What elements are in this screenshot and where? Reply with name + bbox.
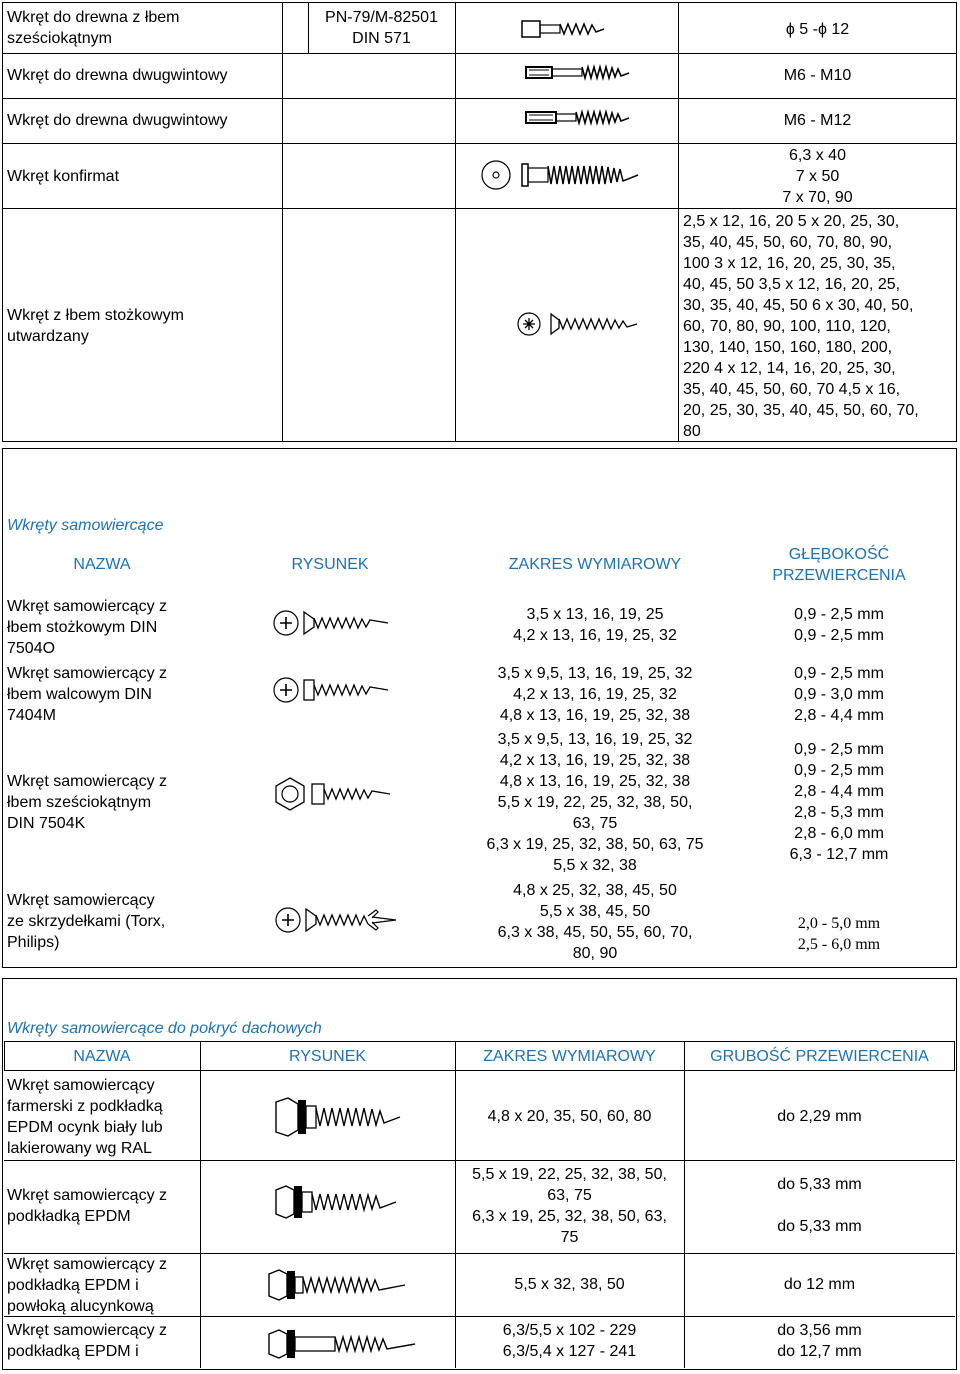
top-row-2-size: M6 - M10 xyxy=(783,67,852,84)
header-rysunek: RYSUNEK xyxy=(291,556,369,573)
roof-row-2-name: Wkręt samowiercący z podkładką EPDM xyxy=(7,1187,168,1225)
roof-row-1-thickness: do 2,29 mm xyxy=(777,1108,862,1125)
sd-row-1-depth: 0,9 - 2,5 mm 0,9 - 2,5 mm xyxy=(794,606,884,644)
sd-row-4-name: Wkręt samowiercący ze skrzydełkami (Torx, Philips) xyxy=(7,892,166,951)
self-drilling-wing-screw-icon xyxy=(272,903,412,937)
sd-row-3-depth: 0,9 - 2,5 mm 0,9 - 2,5 mm 2,8 - 4,4 mm 2,8 - 5,3 mm 2,8 - 6,0 mm 6,3 - 12,7 mm xyxy=(789,741,889,863)
alu-zinc-screw-icon xyxy=(265,1268,425,1302)
self-drilling-countersunk-icon xyxy=(270,608,400,638)
roof-row-3-thickness: do 12 mm xyxy=(783,1276,856,1293)
header-nazwa: NAZWA xyxy=(73,556,131,573)
sd-row-2-name: Wkręt samowiercący z łbem walcowym DIN 7404M xyxy=(7,665,168,724)
sd-row-4-depth: 2,0 - 5,0 mm 2,5 - 6,0 mm xyxy=(797,915,881,953)
sd-row-2-depth: 0,9 - 2,5 mm 0,9 - 3,0 mm 2,8 - 4,4 mm xyxy=(794,665,884,724)
top-row-2-name: Wkręt do drewna dwugwintowy xyxy=(7,67,228,84)
hex-head-wood-screw-icon xyxy=(520,18,610,40)
confirmat-screw-icon xyxy=(480,158,670,192)
top-row-1-name: Wkręt do drewna z łbem sześciokątnym xyxy=(7,9,180,47)
roof-row-1-name: Wkręt samowiercący farmerski z podkładką EPDM ocynk biały lub lakierowany wg RAL xyxy=(7,1077,163,1157)
top-row-5-name: Wkręt z łbem stożkowym utwardzany xyxy=(7,307,184,345)
roof-header-nazwa: NAZWA xyxy=(73,1048,131,1065)
roof-row-3-range: 5,5 x 32, 38, 50 xyxy=(514,1276,625,1293)
top-row-1-size: ϕ 5 -ϕ 12 xyxy=(785,21,850,38)
roof-row-2-range: 5,5 x 19, 22, 25, 32, 38, 50, 63, 75 6,3 x 19, 25, 32, 38, 50, 63, 75 xyxy=(472,1166,667,1246)
top-row-4-name: Wkręt konfirmat xyxy=(7,168,120,185)
countersunk-screw-icon xyxy=(515,310,650,338)
roofing-title: Wkręty samowiercące do pokryć dachowych xyxy=(7,1020,322,1037)
sd-row-1-range: 3,5 x 13, 16, 19, 25 4,2 x 13, 16, 19, 25, 32 xyxy=(513,606,677,644)
header-zakres: ZAKRES WYMIAROWY xyxy=(508,556,682,573)
sd-row-2-range: 3,5 x 9,5, 13, 16, 19, 25, 32 4,2 x 13, 16, 19, 25, 32 4,8 x 13, 16, 19, 25, 32, 38 xyxy=(497,665,693,724)
epdm-washer-screw-icon xyxy=(270,1182,420,1222)
roof-row-4-range: 6,3/5,5 x 102 - 229 6,3/5,4 x 127 - 241 xyxy=(502,1322,637,1360)
top-row-1-norm: PN-79/M-82501 DIN 571 xyxy=(325,9,438,47)
roof-header-grubosc: GRUBOŚĆ PRZEWIERCENIA xyxy=(710,1048,929,1065)
double-thread-screw-icon xyxy=(525,109,635,127)
roof-header-rysunek: RYSUNEK xyxy=(288,1048,367,1065)
top-row-5-size: 2,5 x 12, 16, 20 5 x 20, 25, 30, 35, 40, 45, 50, 60, 70, 80, 90, 100 3 x 12, 16, 20, 25, 30, 35, 40, 45, 50 3,5 x 12, 16, 20, 25, 30, 35, 40, 45, 50 6 x 30, 40, 50, 60, 70, 80, 90, 100, 110, 120, 130, 140, 150, 160, 180, 200, 220 4 x 12, 14, 16, 20, 25, 30, 35, 40, 45, 50, 60, 70 4,5 x 16, 20, 25, 30, 35, 40, 45, 50, 60, 70, 80 xyxy=(683,213,919,440)
roof-row-4-name: Wkręt samowiercący z podkładką EPDM i xyxy=(7,1322,168,1360)
self-drilling-pan-head-icon xyxy=(270,675,400,705)
sd-row-1-name: Wkręt samowiercący z łbem stożkowym DIN 7504O xyxy=(7,598,168,657)
top-row-3-size: M6 - M12 xyxy=(783,112,852,129)
sd-row-4-range: 4,8 x 25, 32, 38, 45, 50 5,5 x 38, 45, 50 6,3 x 38, 45, 50, 55, 60, 70, 80, 90 xyxy=(497,882,693,962)
roof-row-4-thickness: do 3,56 mm do 12,7 mm xyxy=(777,1322,862,1360)
farmer-screw-epdm-icon xyxy=(270,1094,420,1140)
roof-header-zakres: ZAKRES WYMIAROWY xyxy=(483,1048,656,1065)
double-thread-screw-icon xyxy=(525,64,635,82)
self-drilling-title: Wkręty samowiercące xyxy=(7,517,164,534)
self-drilling-hex-head-icon xyxy=(272,776,402,812)
roof-row-3-name: Wkręt samowiercący z podkładką EPDM i powłoką alucynkową xyxy=(7,1256,168,1315)
header-glebokosc: GŁĘBOKOŚĆ PRZEWIERCENIA xyxy=(772,546,906,584)
top-row-4-size: 6,3 x 40 7 x 50 7 x 70, 90 xyxy=(782,147,853,206)
top-row-3-name: Wkręt do drewna dwugwintowy xyxy=(7,112,228,129)
sd-row-3-name: Wkręt samowiercący z łbem sześciokątnym DIN 7504K xyxy=(7,773,168,832)
sd-row-3-range: 3,5 x 9,5, 13, 16, 19, 25, 32 4,2 x 13, 16, 19, 25, 32, 38 4,8 x 13, 16, 19, 25, 32, 38 5,5 x 19, 22, 25, 32, 38, 50, 63, 75 6,3 x 19, 25, 32, 38, 50, 63, 75 5,5 x 32, 38 xyxy=(486,731,704,874)
long-epdm-screw-icon xyxy=(265,1328,435,1360)
roof-row-2-thickness: do 5,33 mm do 5,33 mm xyxy=(777,1176,862,1235)
roof-row-1-range: 4,8 x 20, 35, 50, 60, 80 xyxy=(487,1108,652,1125)
